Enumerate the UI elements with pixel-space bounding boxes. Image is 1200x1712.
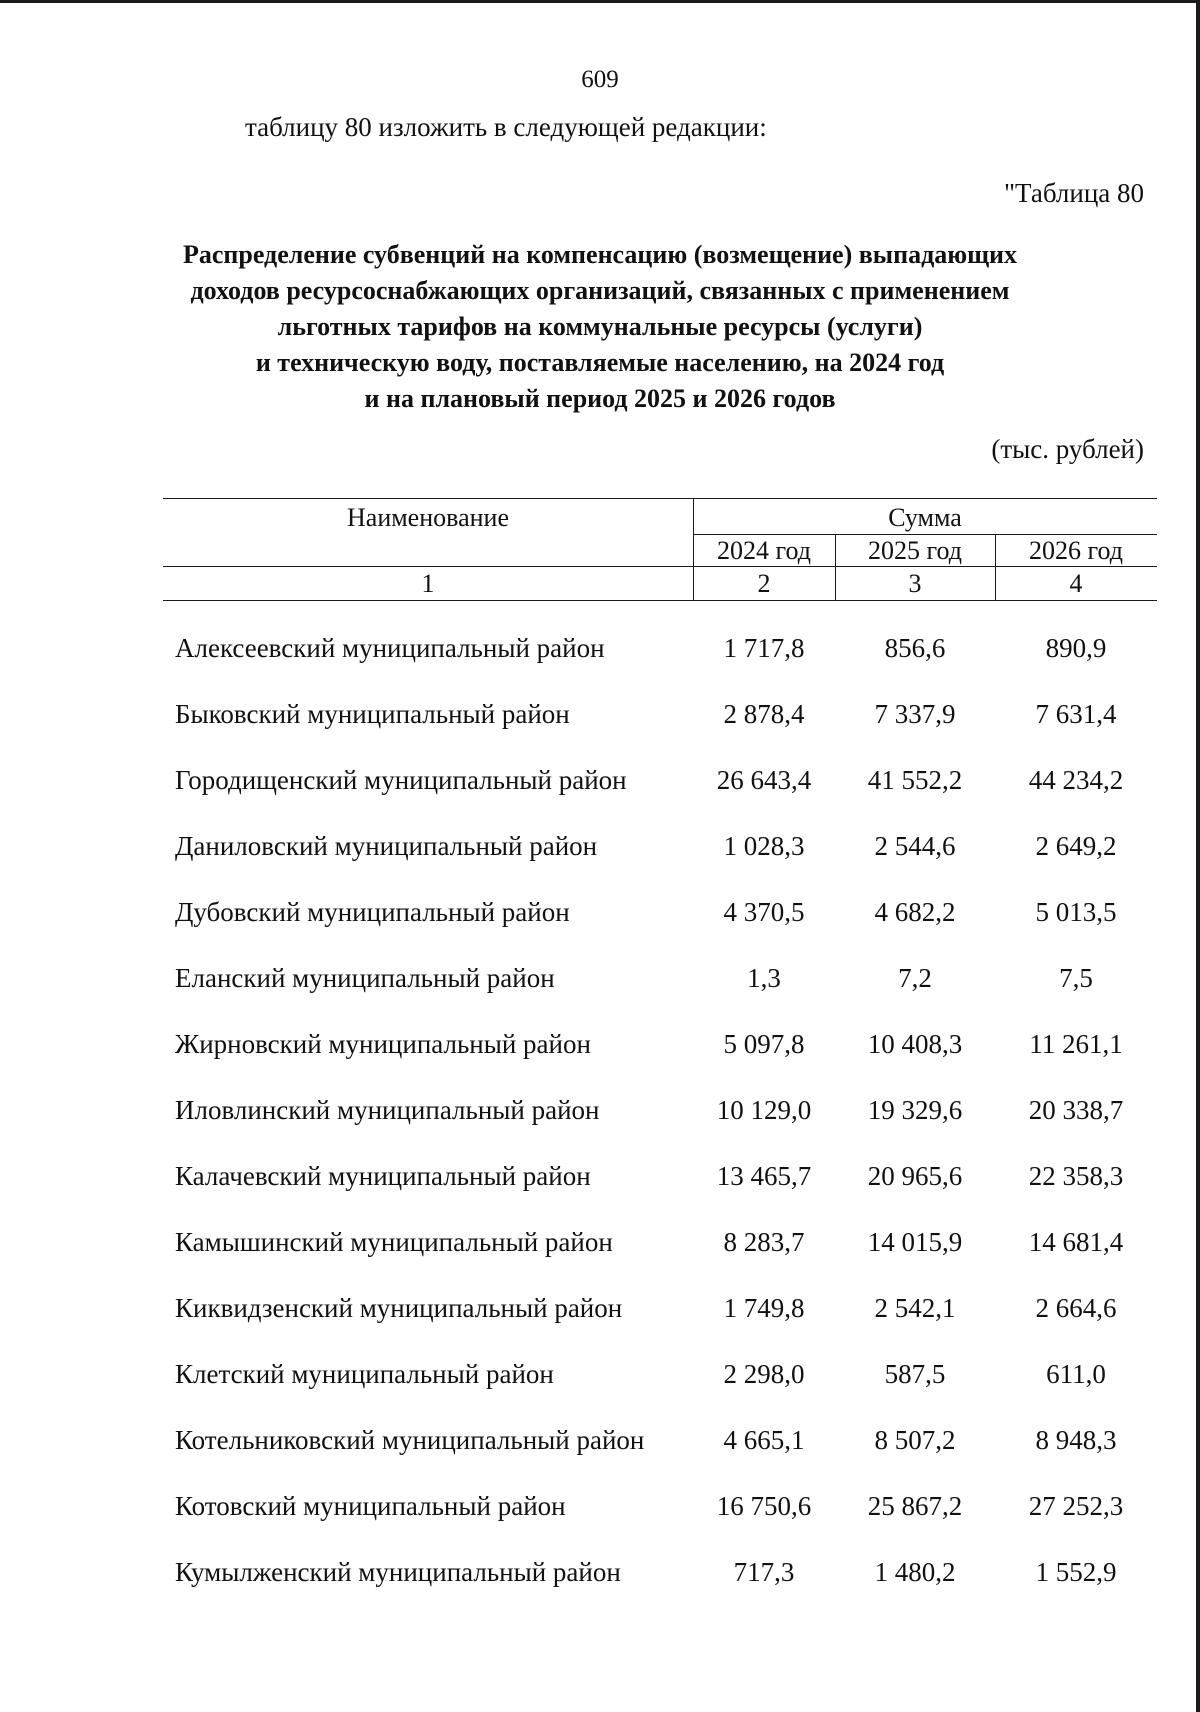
table-row	[163, 819, 1157, 885]
row-value-2025: 41 552,2	[867, 765, 963, 795]
row-value-2026: 20 338,7	[1028, 1095, 1124, 1125]
row-value-2026: 1 552,9	[1035, 1557, 1117, 1587]
row-value-2025: 1 480,2	[874, 1557, 956, 1587]
table-row	[163, 1479, 1157, 1545]
row-name: Даниловский муниципальный район	[175, 831, 598, 861]
header-mid-rule	[163, 566, 1157, 567]
row-value-2024: 1,3	[747, 963, 781, 993]
row-value-2026: 11 261,1	[1029, 1029, 1123, 1059]
row-value-2024: 10 129,0	[716, 1095, 812, 1125]
table-row	[163, 1545, 1157, 1611]
title-line: льготных тарифов на коммунальные ресурсы (услуги)	[277, 312, 923, 341]
row-name: Котовский муниципальный район	[175, 1491, 566, 1521]
row-name: Алексеевский муниципальный район	[175, 633, 605, 663]
row-value-2025: 25 867,2	[867, 1491, 963, 1521]
row-value-2024: 1 028,3	[723, 831, 805, 861]
table-row	[163, 885, 1157, 951]
row-value-2024: 13 465,7	[716, 1161, 812, 1191]
row-value-2024: 2 878,4	[723, 699, 805, 729]
row-value-2026: 27 252,3	[1028, 1491, 1124, 1521]
row-value-2024: 26 643,4	[716, 765, 812, 795]
header-year-2025: 2025 год	[868, 536, 962, 565]
row-name: Клетский муниципальный район	[175, 1359, 554, 1389]
header-year-2024: 2024 год	[717, 536, 811, 565]
header-sum: Сумма	[888, 503, 962, 532]
row-name: Котельниковский муниципальный район	[175, 1425, 645, 1455]
row-value-2024: 5 097,8	[723, 1029, 805, 1059]
title-line: и техническую воду, поставляемые населению, на 2024 год	[255, 348, 945, 377]
row-value-2025: 2 544,6	[874, 831, 956, 861]
row-value-2026: 7 631,4	[1035, 699, 1117, 729]
title-line: доходов ресурсоснабжающих организаций, связанных с применением	[190, 276, 1010, 305]
row-value-2026: 611,0	[1046, 1359, 1106, 1389]
row-value-2025: 2 542,1	[874, 1293, 956, 1323]
row-name: Киквидзенский муниципальный район	[175, 1293, 623, 1323]
page-number: 609	[581, 66, 619, 93]
table-row	[163, 1281, 1157, 1347]
table-row	[163, 1017, 1157, 1083]
row-value-2025: 10 408,3	[867, 1029, 963, 1059]
table-row	[163, 1347, 1157, 1413]
table-row	[163, 753, 1157, 819]
row-value-2025: 14 015,9	[867, 1227, 963, 1257]
header-year-2026: 2026 год	[1029, 536, 1123, 565]
title-line: Распределение субвенций на компенсацию (возмещение) выпадающих	[182, 240, 1018, 269]
title-line: и на плановый период 2025 и 2026 годов	[364, 384, 836, 413]
row-value-2024: 2 298,0	[723, 1359, 805, 1389]
row-value-2026: 8 948,3	[1035, 1425, 1117, 1455]
row-name: Кумылженский муниципальный район	[175, 1557, 621, 1587]
row-value-2025: 587,5	[884, 1359, 946, 1389]
row-value-2025: 19 329,6	[867, 1095, 963, 1125]
col-number-4: 4	[1069, 569, 1083, 598]
row-value-2024: 1 749,8	[723, 1293, 805, 1323]
units-label: (тыс. рублей)	[991, 434, 1144, 464]
row-name: Камышинский муниципальный район	[175, 1227, 613, 1257]
document-title	[0, 237, 1200, 417]
row-value-2025: 20 965,6	[867, 1161, 963, 1191]
row-name: Еланский муниципальный район	[175, 963, 555, 993]
row-value-2024: 1 717,8	[723, 633, 805, 663]
row-value-2026: 2 664,6	[1035, 1293, 1117, 1323]
table-row	[163, 1215, 1157, 1281]
row-value-2024: 8 283,7	[723, 1227, 805, 1257]
row-value-2024: 16 750,6	[716, 1491, 812, 1521]
row-value-2026: 22 358,3	[1028, 1161, 1124, 1191]
table-row	[163, 1149, 1157, 1215]
table-row	[163, 951, 1157, 1017]
col-number-1: 1	[421, 569, 435, 598]
row-value-2026: 2 649,2	[1035, 831, 1117, 861]
row-name: Иловлинский муниципальный район	[175, 1095, 600, 1125]
table-body	[163, 621, 1157, 1611]
row-value-2026: 5 013,5	[1035, 897, 1117, 927]
row-value-2026: 14 681,4	[1028, 1227, 1124, 1257]
row-value-2025: 4 682,2	[874, 897, 956, 927]
row-name: Калачевский муниципальный район	[175, 1161, 591, 1191]
row-value-2025: 856,6	[884, 633, 946, 663]
header-top-rule	[163, 498, 1157, 499]
row-value-2024: 4 665,1	[723, 1425, 805, 1455]
row-name: Городищенский муниципальный район	[175, 765, 627, 795]
row-value-2026: 7,5	[1059, 963, 1093, 993]
col-number-3: 3	[908, 569, 922, 598]
table-row	[163, 1083, 1157, 1149]
row-value-2026: 44 234,2	[1028, 765, 1124, 795]
row-value-2025: 8 507,2	[874, 1425, 956, 1455]
row-value-2026: 890,9	[1045, 633, 1107, 663]
table-header	[163, 498, 1157, 600]
row-name: Дубовский муниципальный район	[175, 897, 570, 927]
table-row	[163, 621, 1157, 687]
header-name: Наименование	[347, 503, 509, 532]
table-row	[163, 687, 1157, 753]
header-bottom-rule	[163, 600, 1157, 601]
row-value-2025: 7,2	[898, 963, 932, 993]
scan-top-edge	[0, 0, 1200, 3]
intro-text: таблицу 80 изложить в следующей редакции:	[245, 112, 767, 142]
row-value-2024: 4 370,5	[723, 897, 805, 927]
row-value-2024: 717,3	[733, 1557, 795, 1587]
table-label: "Таблица 80	[1004, 178, 1144, 208]
table-row	[163, 1413, 1157, 1479]
row-name: Быковский муниципальный район	[175, 699, 570, 729]
col-number-2: 2	[757, 569, 771, 598]
row-value-2025: 7 337,9	[874, 699, 956, 729]
sum-divider-rule	[693, 534, 1157, 535]
row-name: Жирновский муниципальный район	[175, 1029, 591, 1059]
